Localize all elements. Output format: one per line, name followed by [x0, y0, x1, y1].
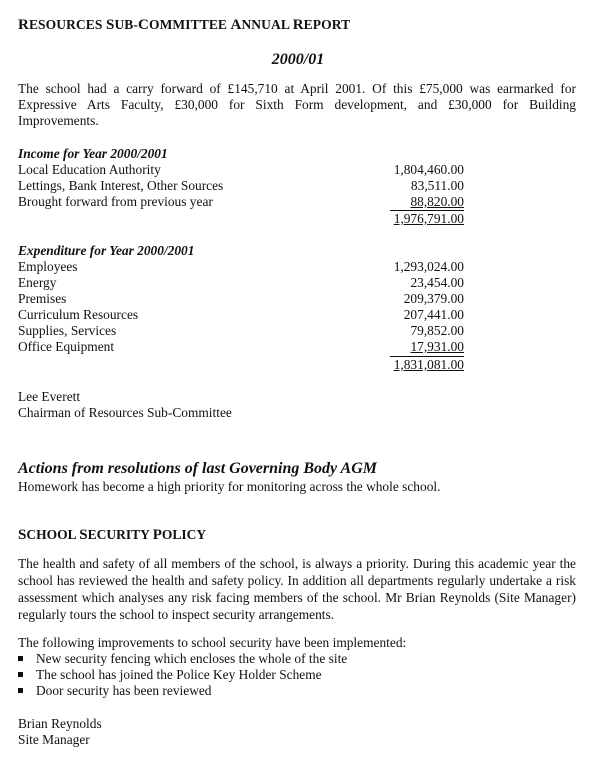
actions-paragraph: Homework has become a high priority for monitoring across the whole school.	[18, 479, 441, 494]
expenditure-row	[18, 307, 464, 323]
income-label: Brought forward from previous year	[18, 194, 213, 209]
expenditure-amount: 207,441.00	[403, 307, 464, 322]
carry-forward-paragraph: The school had a carry forward of £145,710 at April 2001. Of this £75,000 was earmarked for Expressive Arts Faculty, £30,000 for Sixth Form development, and £30,000 for Building Improvements.	[18, 81, 576, 128]
expenditure-row	[18, 259, 464, 275]
bullet-square-icon	[18, 688, 23, 693]
expenditure-label: Employees	[18, 259, 78, 274]
list-item: New security fencing which encloses the whole of the site	[18, 651, 347, 667]
expenditure-label: Premises	[18, 291, 67, 306]
expenditure-amount: 1,293,024.00	[393, 259, 464, 274]
income-row	[18, 178, 464, 194]
income-row	[18, 162, 464, 178]
bullet-square-icon	[18, 656, 23, 661]
improvements-intro: The following improvements to school security have been implemented:	[18, 635, 407, 650]
security-policy-title: SCHOOL SECURITY POLICY	[18, 527, 207, 543]
signatory-name: Lee Everett	[18, 389, 81, 404]
income-amount: 83,511.00	[410, 178, 464, 193]
expenditure-label: Office Equipment	[18, 339, 115, 354]
expenditure-amount: 17,931.00	[410, 339, 464, 354]
actions-heading: Actions from resolutions of last Governing Body AGM	[18, 460, 378, 477]
expenditure-amount: 209,379.00	[403, 291, 464, 306]
income-total-row	[390, 210, 464, 227]
expenditure-row	[18, 291, 464, 307]
income-amount: 88,820.00	[410, 194, 464, 209]
expenditure-amount: 79,852.00	[410, 323, 464, 338]
income-label: Lettings, Bank Interest, Other Sources	[18, 178, 224, 193]
expenditure-amount: 23,454.00	[410, 275, 464, 290]
signatory-name: Brian Reynolds	[18, 716, 102, 731]
list-item: Door security has been reviewed	[18, 683, 347, 699]
expenditure-total: 1,831,081.00	[393, 357, 464, 372]
income-total: 1,976,791.00	[393, 211, 464, 226]
bullet-square-icon	[18, 672, 23, 677]
year-heading: 2000/01	[271, 51, 325, 68]
expenditure-label: Supplies, Services	[18, 323, 117, 338]
expenditure-row	[18, 339, 464, 355]
expenditure-row	[18, 275, 464, 291]
expenditure-label: Energy	[18, 275, 57, 290]
improvements-list	[18, 651, 347, 699]
income-amount: 1,804,460.00	[393, 162, 464, 177]
expenditure-label: Curriculum Resources	[18, 307, 139, 322]
income-label: Local Education Authority	[18, 162, 161, 177]
report-title: RESOURCES SUB-COMMITTEE ANNUAL REPORT	[18, 17, 351, 33]
list-item: The school has joined the Police Key Holder Scheme	[18, 667, 347, 683]
income-row	[18, 194, 464, 210]
signatory-role: Chairman of Resources Sub-Committee	[18, 405, 232, 420]
security-paragraph: The health and safety of all members of the school, is always a priority. During this academic year the school has reviewed the health and safety policy. In addition all departments regularly undertake a risk assessment which analyses any risk facing members of the school. Mr Brian Reynolds (Site Manager) regularly tours the school to inspect security arrangements.	[18, 556, 576, 622]
expenditure-row	[18, 323, 464, 339]
expenditure-total-row	[390, 356, 464, 373]
expenditure-heading: Expenditure for Year 2000/2001	[18, 243, 195, 258]
income-heading: Income for Year 2000/2001	[18, 146, 168, 161]
signatory-role: Site Manager	[18, 732, 90, 747]
